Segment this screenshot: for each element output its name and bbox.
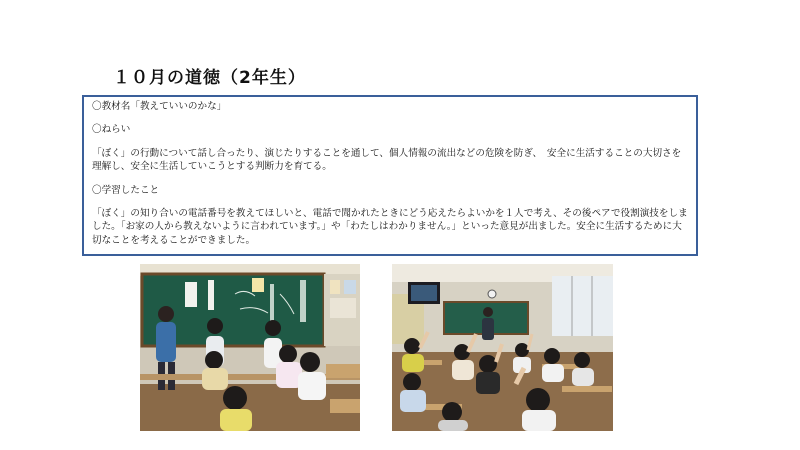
- learned-text: 「ぼく」の知り合いの電話番号を教えてほしいと、電話で聞かれたときにどう応えたらよいかを１人で考え、その後ペアで役割演技をしました。「お家の人から教えないように言われています。」や「わたしはわかりません。」といった意見が出ました。安全に生活するために大切なことを考えることができました。: [92, 208, 688, 246]
- classroom-hands-raised-photo: [392, 264, 613, 431]
- lesson-summary-box: [82, 95, 698, 256]
- learned-heading: 〇学習したこと: [92, 184, 160, 196]
- material-name: 〇教材名「教えていいのかな」: [92, 101, 227, 112]
- page-title: １０月の道徳（2年生）: [113, 68, 306, 88]
- classroom-blackboard-photo: [140, 264, 360, 431]
- aim-text: 「ぼく」の行動について話し合ったり、演じたりすることを通して、個人情報の流出などの危険を防ぎ、 安全に生活することの大切さを理解し、安全に生活していこうとする判断力を育てる。: [92, 147, 682, 173]
- aim-heading: 〇ねらい: [92, 124, 131, 136]
